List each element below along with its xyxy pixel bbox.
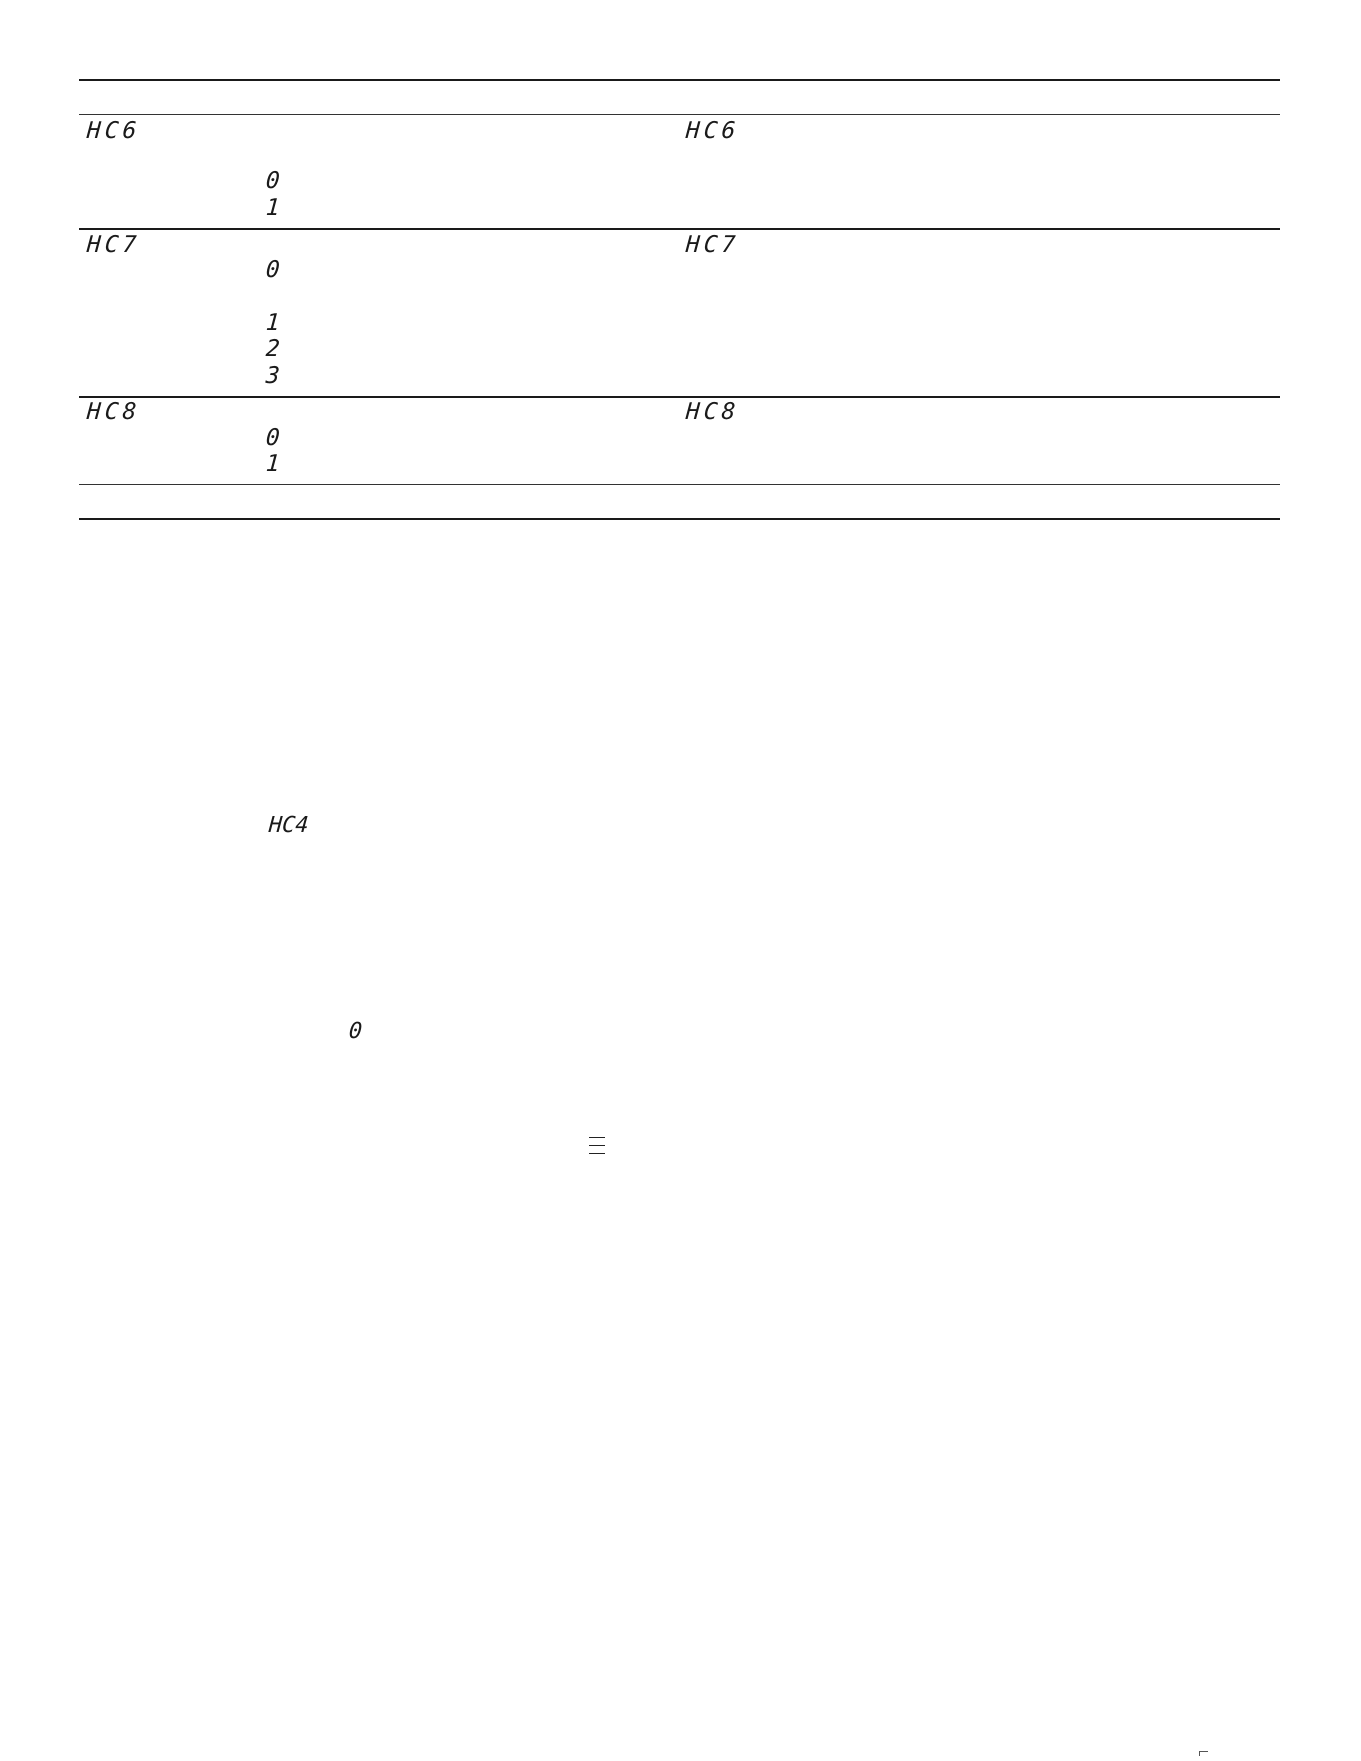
row-value: 0 xyxy=(264,257,281,283)
row-code-left: HC6 xyxy=(85,118,142,144)
row-value: 1 xyxy=(264,451,281,477)
row-code-right: HC6 xyxy=(684,118,741,144)
row-value: 1 xyxy=(264,310,281,336)
row-value: 1 xyxy=(264,195,281,221)
page-corner-mark xyxy=(1199,1751,1208,1756)
table-bottom-rule xyxy=(79,518,1280,520)
row-value: 0 xyxy=(264,168,281,194)
row-value: 3 xyxy=(264,363,281,389)
row-code-right: HC8 xyxy=(684,399,741,425)
row-value: 2 xyxy=(264,336,281,362)
inline-value-zero: 0 xyxy=(347,1019,363,1044)
table-footer-rule xyxy=(79,484,1280,485)
row-divider-hc8 xyxy=(79,396,1280,398)
row-code-left: HC8 xyxy=(85,399,142,425)
inline-code-hc4: HC4 xyxy=(267,813,310,838)
row-code-right: HC7 xyxy=(684,232,741,258)
table-top-rule xyxy=(79,79,1280,81)
row-code-left: HC7 xyxy=(85,232,142,258)
menu-icon xyxy=(589,1135,605,1156)
table-header-rule xyxy=(79,114,1280,115)
row-value: 0 xyxy=(264,425,281,451)
row-divider-hc7 xyxy=(79,228,1280,230)
